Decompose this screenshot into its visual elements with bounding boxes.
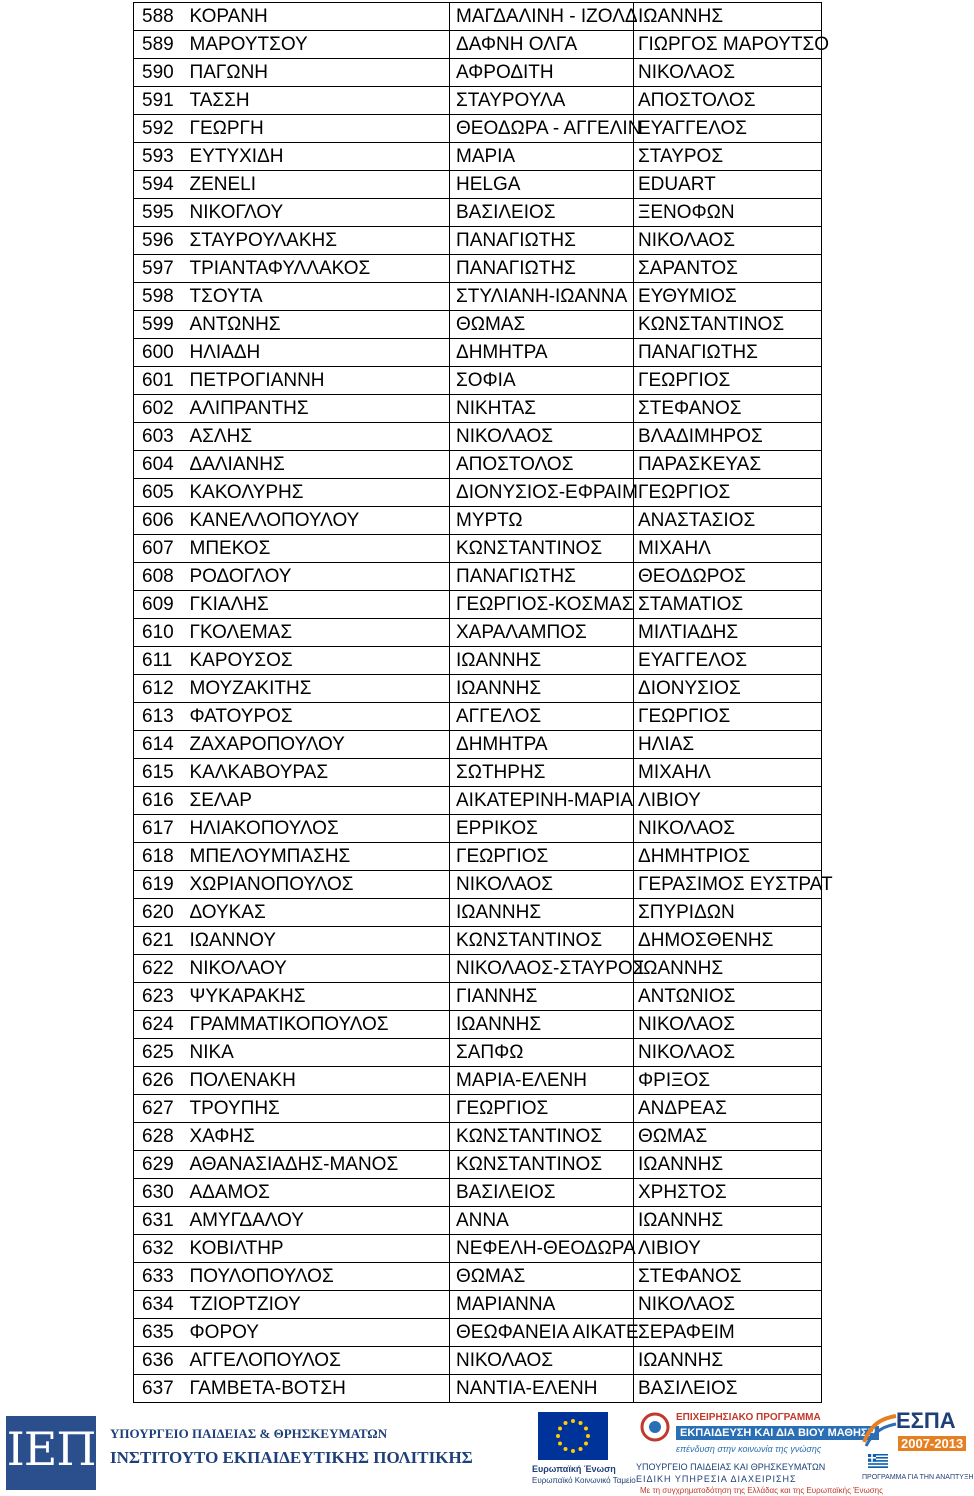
father-name-cell: ΝΙΚΟΛΑΟΣ	[634, 59, 822, 87]
father-name-cell: ΑΝΑΣΤΑΣΙΟΣ	[634, 507, 822, 535]
surname-cell: ΑΘΑΝΑΣΙΑΔΗΣ-ΜΑΝΟΣ	[184, 1151, 450, 1179]
father-name-cell: ΜΙΛΤΙΑΔΗΣ	[634, 619, 822, 647]
program-title: ΕΠΙΧΕΙΡΗΣΙΑΚΟ ΠΡΟΓΡΑΜΜΑ	[676, 1412, 821, 1423]
table-row	[134, 899, 822, 927]
espa-years: 2007-2013	[898, 1436, 966, 1451]
surname-cell: ΤΡΟΥΠΗΣ	[184, 1095, 450, 1123]
table-row	[134, 1207, 822, 1235]
program-logo-icon	[640, 1412, 670, 1442]
father-name-cell: ΝΙΚΟΛΑΟΣ	[634, 1291, 822, 1319]
surname-cell: ΨΥΚΑΡΑΚΗΣ	[184, 983, 450, 1011]
row-number: 612	[134, 675, 184, 703]
father-name-cell: ΓΕΩΡΓΙΟΣ	[634, 703, 822, 731]
table-row	[134, 283, 822, 311]
first-name-cell: ΓΙΑΝΝΗΣ	[450, 983, 634, 1011]
table-row	[134, 143, 822, 171]
father-name-cell: ΣΠΥΡΙΔΩΝ	[634, 899, 822, 927]
first-name-cell: ΑΙΚΑΤΕΡΙΝΗ-ΜΑΡΙΑ	[450, 787, 634, 815]
father-name-cell: ΝΙΚΟΛΑΟΣ	[634, 1039, 822, 1067]
father-name-cell: ΑΠΟΣΤΟΛΟΣ	[634, 87, 822, 115]
surname-cell: ΔΑΛΙΑΝΗΣ	[184, 451, 450, 479]
surname-cell: ΠΟΛΕΝΑΚΗ	[184, 1067, 450, 1095]
surname-cell: ΚΑΝΕΛΛΟΠΟΥΛΟΥ	[184, 507, 450, 535]
table-row	[134, 1095, 822, 1123]
first-name-cell: ΜΥΡΤΩ	[450, 507, 634, 535]
first-name-cell: ΣΤΑΥΡΟΥΛΑ	[450, 87, 634, 115]
father-name-cell: ΞΕΝΟΦΩΝ	[634, 199, 822, 227]
surname-cell: ΑΛΙΠΡΑΝΤΗΣ	[184, 395, 450, 423]
first-name-cell: ΝΙΚΟΛΑΟΣ	[450, 871, 634, 899]
first-name-cell: ΝΙΚΟΛΑΟΣ-ΣΤΑΥΡΟΣ	[450, 955, 634, 983]
row-number: 599	[134, 311, 184, 339]
father-name-cell: ΓΕΡΑΣΙΜΟΣ ΕΥΣΤΡΑΤ	[634, 871, 822, 899]
father-name-cell: ΜΙΧΑΗΛ	[634, 759, 822, 787]
surname-cell: ΤΡΙΑΝΤΑΦΥΛΛΑΚΟΣ	[184, 255, 450, 283]
first-name-cell: ΜΑΓΔΑΛΙΝΗ - ΙΖΟΛΔ	[450, 3, 634, 31]
surname-cell: ΙΩΑΝΝΟΥ	[184, 927, 450, 955]
table-row	[134, 703, 822, 731]
table-row	[134, 31, 822, 59]
row-number: 625	[134, 1039, 184, 1067]
surname-cell: ΚΑΡΟΥΣΟΣ	[184, 647, 450, 675]
father-name-cell: ΙΩΑΝΝΗΣ	[634, 1151, 822, 1179]
row-number: 624	[134, 1011, 184, 1039]
father-name-cell: ΒΛΑΔΙΜΗΡΟΣ	[634, 423, 822, 451]
iep-logo	[6, 1416, 96, 1490]
father-name-cell: ΔΙΟΝΥΣΙΟΣ	[634, 675, 822, 703]
surname-cell: ΣΕΛΑΡ	[184, 787, 450, 815]
first-name-cell: ΓΕΩΡΓΙΟΣ	[450, 1095, 634, 1123]
father-name-cell: ΚΩΝΣΤΑΝΤΙΝΟΣ	[634, 311, 822, 339]
father-name-cell: ΣΕΡΑΦΕΙΜ	[634, 1319, 822, 1347]
row-number: 632	[134, 1235, 184, 1263]
father-name-cell: ΙΩΑΝΝΗΣ	[634, 1207, 822, 1235]
surname-cell: ΠΟΥΛΟΠΟΥΛΟΣ	[184, 1263, 450, 1291]
table-row	[134, 1319, 822, 1347]
father-name-cell: ΧΡΗΣΤΟΣ	[634, 1179, 822, 1207]
table-row	[134, 395, 822, 423]
row-number: 596	[134, 227, 184, 255]
first-name-cell: ΝΙΚΗΤΑΣ	[450, 395, 634, 423]
table-row	[134, 339, 822, 367]
surname-cell: ΚΟΒΙΛΤΗΡ	[184, 1235, 450, 1263]
surname-cell: ΑΓΓΕΛΟΠΟΥΛΟΣ	[184, 1347, 450, 1375]
table-row	[134, 1235, 822, 1263]
first-name-cell: ΒΑΣΙΛΕΙΟΣ	[450, 199, 634, 227]
surname-cell: ΠΕΤΡΟΓΙΑΝΝΗ	[184, 367, 450, 395]
father-name-cell: ΙΩΑΝΝΗΣ	[634, 3, 822, 31]
iep-institute-text: ΙΝΣΤΙΤΟΥΤΟ ΕΚΠΑΙΔΕΥΤΙΚΗΣ ΠΟΛΙΤΙΚΗΣ	[110, 1448, 473, 1467]
surname-cell: ΡΟΔΟΓΛΟΥ	[184, 563, 450, 591]
surname-cell: ΚΑΛΚΑΒΟΥΡΑΣ	[184, 759, 450, 787]
surname-cell: ΤΑΣΣΗ	[184, 87, 450, 115]
first-name-cell: ΜΑΡΙΑΝΝΑ	[450, 1291, 634, 1319]
iep-ministry-text: ΥΠΟΥΡΓΕΙΟ ΠΑΙΔΕΙΑΣ & ΘΡΗΣΚΕΥΜΑΤΩΝ	[110, 1426, 388, 1441]
surname-cell: ΓΑΜΒΕΤΑ-ΒΟΤΣΗ	[184, 1375, 450, 1403]
first-name-cell: ΜΑΡΙΑ	[450, 143, 634, 171]
row-number: 610	[134, 619, 184, 647]
father-name-cell: ΛΙΒΙΟΥ	[634, 787, 822, 815]
row-number: 627	[134, 1095, 184, 1123]
row-number: 616	[134, 787, 184, 815]
first-name-cell: ΚΩΝΣΤΑΝΤΙΝΟΣ	[450, 1123, 634, 1151]
espa-subtitle: ΠΡΟΓΡΑΜΜΑ ΓΙΑ ΤΗΝ ΑΝΑΠΤΥΞΗ	[862, 1474, 974, 1481]
program-name: ΕΚΠΑΙΔΕΥΣΗ ΚΑΙ ΔΙΑ ΒΙΟΥ ΜΑΘΗΣΗ	[676, 1426, 879, 1440]
registry-table	[133, 2, 833, 1403]
table-row	[134, 1151, 822, 1179]
table-row	[134, 871, 822, 899]
eu-fund-text: Ευρωπαϊκό Κοινωνικό Ταμείο	[532, 1476, 636, 1485]
first-name-cell: ΘΕΟΔΩΡΑ - ΑΓΓΕΛΙΝ	[450, 115, 634, 143]
table-row	[134, 1375, 822, 1403]
first-name-cell: ΕΡΡΙΚΟΣ	[450, 815, 634, 843]
first-name-cell: ΝΙΚΟΛΑΟΣ	[450, 423, 634, 451]
surname-cell: ΓΚΟΛΕΜΑΣ	[184, 619, 450, 647]
eu-flag-icon	[538, 1412, 608, 1460]
row-number: 590	[134, 59, 184, 87]
table-row	[134, 255, 822, 283]
surname-cell: ΝΙΚΟΓΛΟΥ	[184, 199, 450, 227]
surname-cell: ΑΔΑΜΟΣ	[184, 1179, 450, 1207]
row-number: 620	[134, 899, 184, 927]
row-number: 606	[134, 507, 184, 535]
table-row	[134, 1347, 822, 1375]
first-name-cell: ΓΕΩΡΓΙΟΣ-ΚΟΣΜΑΣ	[450, 591, 634, 619]
first-name-cell: ΣΟΦΙΑ	[450, 367, 634, 395]
table-row	[134, 115, 822, 143]
surname-cell: ΓΡΑΜΜΑΤΙΚΟΠΟΥΛΟΣ	[184, 1011, 450, 1039]
first-name-cell: ΔΑΦΝΗ ΟΛΓΑ	[450, 31, 634, 59]
row-number: 597	[134, 255, 184, 283]
espa-logo-icon	[862, 1412, 898, 1448]
row-number: 613	[134, 703, 184, 731]
row-number: 608	[134, 563, 184, 591]
first-name-cell: ΝΕΦΕΛΗ-ΘΕΟΔΩΡΑ	[450, 1235, 634, 1263]
first-name-cell: ΓΕΩΡΓΙΟΣ	[450, 843, 634, 871]
row-number: 626	[134, 1067, 184, 1095]
first-name-cell: ΘΩΜΑΣ	[450, 311, 634, 339]
first-name-cell: ΑΦΡΟΔΙΤΗ	[450, 59, 634, 87]
row-number: 607	[134, 535, 184, 563]
first-name-cell: ΠΑΝΑΓΙΩΤΗΣ	[450, 227, 634, 255]
surname-cell: ΗΛΙΑΔΗ	[184, 339, 450, 367]
row-number: 614	[134, 731, 184, 759]
father-name-cell: ΣΤΑΥΡΟΣ	[634, 143, 822, 171]
father-name-cell: ΕΥΘΥΜΙΟΣ	[634, 283, 822, 311]
first-name-cell: HELGA	[450, 171, 634, 199]
row-number: 617	[134, 815, 184, 843]
row-number: 594	[134, 171, 184, 199]
surname-cell: ΓΚΙΑΛΗΣ	[184, 591, 450, 619]
first-name-cell: ΙΩΑΝΝΗΣ	[450, 647, 634, 675]
father-name-cell: ΝΙΚΟΛΑΟΣ	[634, 815, 822, 843]
father-name-cell: ΑΝΤΩΝΙΟΣ	[634, 983, 822, 1011]
first-name-cell: ΧΑΡΑΛΑΜΠΟΣ	[450, 619, 634, 647]
row-number: 600	[134, 339, 184, 367]
row-number: 615	[134, 759, 184, 787]
father-name-cell: ΒΑΣΙΛΕΙΟΣ	[634, 1375, 822, 1403]
surname-cell: ΑΣΛΗΣ	[184, 423, 450, 451]
row-number: 619	[134, 871, 184, 899]
row-number: 602	[134, 395, 184, 423]
surname-cell: ΓΕΩΡΓΗ	[184, 115, 450, 143]
father-name-cell: ΙΩΑΝΝΗΣ	[634, 955, 822, 983]
first-name-cell: ΑΝΝΑ	[450, 1207, 634, 1235]
first-name-cell: ΠΑΝΑΓΙΩΤΗΣ	[450, 255, 634, 283]
table-row	[134, 843, 822, 871]
table-row	[134, 311, 822, 339]
table-row	[134, 87, 822, 115]
row-number: 588	[134, 3, 184, 31]
surname-cell: ΗΛΙΑΚΟΠΟΥΛΟΣ	[184, 815, 450, 843]
row-number: 635	[134, 1319, 184, 1347]
surname-cell: ΑΜΥΓΔΑΛΟΥ	[184, 1207, 450, 1235]
father-name-cell: ΕΥΑΓΓΕΛΟΣ	[634, 647, 822, 675]
row-number: 601	[134, 367, 184, 395]
first-name-cell: ΙΩΑΝΝΗΣ	[450, 1011, 634, 1039]
table-row	[134, 591, 822, 619]
father-name-cell: ΘΩΜΑΣ	[634, 1123, 822, 1151]
surname-cell: ΤΣΟΥΤΑ	[184, 283, 450, 311]
first-name-cell: ΙΩΑΝΝΗΣ	[450, 675, 634, 703]
first-name-cell: ΔΗΜΗΤΡΑ	[450, 339, 634, 367]
table-row	[134, 759, 822, 787]
first-name-cell: ΙΩΑΝΝΗΣ	[450, 899, 634, 927]
surname-cell: ΤΖΙΟΡΤΖΙΟΥ	[184, 1291, 450, 1319]
row-number: 637	[134, 1375, 184, 1403]
row-number: 609	[134, 591, 184, 619]
table-row	[134, 3, 822, 31]
row-number: 621	[134, 927, 184, 955]
table-row	[134, 535, 822, 563]
surname-cell: ZENELI	[184, 171, 450, 199]
first-name-cell: ΑΠΟΣΤΟΛΟΣ	[450, 451, 634, 479]
table-row	[134, 815, 822, 843]
espa-title: ΕΣΠΑ	[896, 1408, 956, 1433]
row-number: 598	[134, 283, 184, 311]
table-row	[134, 59, 822, 87]
table-row	[134, 423, 822, 451]
row-number: 623	[134, 983, 184, 1011]
father-name-cell: ΓΙΩΡΓΟΣ ΜΑΡΟΥΤΣΟ	[634, 31, 822, 59]
row-number: 636	[134, 1347, 184, 1375]
row-number: 633	[134, 1263, 184, 1291]
father-name-cell: ΣΤΕΦΑΝΟΣ	[634, 395, 822, 423]
surname-cell: ΑΝΤΩΝΗΣ	[184, 311, 450, 339]
father-name-cell: ΘΕΟΔΩΡΟΣ	[634, 563, 822, 591]
cofinance-text: Με τη συγχρηματοδότηση της Ελλάδας και της Ευρωπαϊκής Ένωσης	[640, 1486, 883, 1495]
surname-cell: ΜΑΡΟΥΤΣΟΥ	[184, 31, 450, 59]
first-name-cell: ΔΙΟΝΥΣΙΟΣ-ΕΦΡΑΙΜ	[450, 479, 634, 507]
surname-cell: ΖΑΧΑΡΟΠΟΥΛΟΥ	[184, 731, 450, 759]
row-number: 589	[134, 31, 184, 59]
row-number: 603	[134, 423, 184, 451]
row-number: 592	[134, 115, 184, 143]
table-row	[134, 1179, 822, 1207]
iep-logo-letters: ΙΕΠ	[6, 1422, 96, 1476]
surname-cell: ΚΑΚΟΛΥΡΗΣ	[184, 479, 450, 507]
first-name-cell: ΠΑΝΑΓΙΩΤΗΣ	[450, 563, 634, 591]
first-name-cell: ΣΩΤΗΡΗΣ	[450, 759, 634, 787]
row-number: 622	[134, 955, 184, 983]
program-authority: ΕΙΔΙΚΗ ΥΠΗΡΕΣΙΑ ΔΙΑΧΕΙΡΙΣΗΣ	[636, 1474, 797, 1484]
row-number: 618	[134, 843, 184, 871]
footer-logos	[0, 1404, 974, 1496]
surname-cell: ΣΤΑΥΡΟΥΛΑΚΗΣ	[184, 227, 450, 255]
father-name-cell: ΦΡΙΞΟΣ	[634, 1067, 822, 1095]
first-name-cell: ΣΑΠΦΩ	[450, 1039, 634, 1067]
table-row	[134, 1039, 822, 1067]
father-name-cell: ΙΩΑΝΝΗΣ	[634, 1347, 822, 1375]
row-number: 604	[134, 451, 184, 479]
father-name-cell: ΣΤΕΦΑΝΟΣ	[634, 1263, 822, 1291]
first-name-cell: ΝΙΚΟΛΑΟΣ	[450, 1347, 634, 1375]
surname-cell: ΜΠΕΚΟΣ	[184, 535, 450, 563]
greek-flag-icon	[868, 1454, 888, 1468]
father-name-cell: ΔΗΜΟΣΘΕΝΗΣ	[634, 927, 822, 955]
surname-cell: ΧΑΦΗΣ	[184, 1123, 450, 1151]
row-number: 630	[134, 1179, 184, 1207]
table-row	[134, 367, 822, 395]
table-row	[134, 171, 822, 199]
father-name-cell: EDUART	[634, 171, 822, 199]
row-number: 605	[134, 479, 184, 507]
surname-cell: ΕΥΤΥΧΙΔΗ	[184, 143, 450, 171]
table-row	[134, 619, 822, 647]
first-name-cell: ΚΩΝΣΤΑΝΤΙΝΟΣ	[450, 535, 634, 563]
surname-cell: ΝΙΚΑ	[184, 1039, 450, 1067]
row-number: 631	[134, 1207, 184, 1235]
father-name-cell: ΝΙΚΟΛΑΟΣ	[634, 1011, 822, 1039]
row-number: 591	[134, 87, 184, 115]
table-row	[134, 675, 822, 703]
father-name-cell: ΑΝΔΡΕΑΣ	[634, 1095, 822, 1123]
first-name-cell: ΣΤΥΛΙΑΝΗ-ΙΩΑΝΝΑ	[450, 283, 634, 311]
father-name-cell: ΓΕΩΡΓΙΟΣ	[634, 479, 822, 507]
father-name-cell: ΣΑΡΑΝΤΟΣ	[634, 255, 822, 283]
father-name-cell: ΓΕΩΡΓΙΟΣ	[634, 367, 822, 395]
table-row	[134, 451, 822, 479]
first-name-cell: ΝΑΝΤΙΑ-ΕΛΕΝΗ	[450, 1375, 634, 1403]
father-name-cell: ΛΙΒΙΟΥ	[634, 1235, 822, 1263]
first-name-cell: ΚΩΝΣΤΑΝΤΙΝΟΣ	[450, 1151, 634, 1179]
row-number: 629	[134, 1151, 184, 1179]
father-name-cell: ΣΤΑΜΑΤΙΟΣ	[634, 591, 822, 619]
first-name-cell: ΚΩΝΣΤΑΝΤΙΝΟΣ	[450, 927, 634, 955]
program-ministry: ΥΠΟΥΡΓΕΙΟ ΠΑΙΔΕΙΑΣ ΚΑΙ ΘΡΗΣΚΕΥΜΑΤΩΝ	[636, 1462, 826, 1472]
table-row	[134, 1067, 822, 1095]
table-row	[134, 1263, 822, 1291]
surname-cell: ΔΟΥΚΑΣ	[184, 899, 450, 927]
row-number: 595	[134, 199, 184, 227]
first-name-cell: ΘΕΩΦΑΝΕΙΑ ΑΙΚΑΤΕ	[450, 1319, 634, 1347]
row-number: 593	[134, 143, 184, 171]
table-row	[134, 563, 822, 591]
surname-cell: ΦΑΤΟΥΡΟΣ	[184, 703, 450, 731]
table-row	[134, 1011, 822, 1039]
surname-cell: ΚΟΡΑΝΗ	[184, 3, 450, 31]
table-row	[134, 1123, 822, 1151]
table-row	[134, 787, 822, 815]
surname-cell: ΠΑΓΩΝΗ	[184, 59, 450, 87]
father-name-cell: ΕΥΑΓΓΕΛΟΣ	[634, 115, 822, 143]
surname-cell: ΝΙΚΟΛΑΟΥ	[184, 955, 450, 983]
table-row	[134, 1291, 822, 1319]
first-name-cell: ΘΩΜΑΣ	[450, 1263, 634, 1291]
table-row	[134, 983, 822, 1011]
father-name-cell: ΠΑΡΑΣΚΕΥΑΣ	[634, 451, 822, 479]
surname-cell: ΜΟΥΖΑΚΙΤΗΣ	[184, 675, 450, 703]
father-name-cell: ΔΗΜΗΤΡΙΟΣ	[634, 843, 822, 871]
eu-union-text: Ευρωπαϊκή Ένωση	[532, 1464, 616, 1474]
father-name-cell: ΠΑΝΑΓΙΩΤΗΣ	[634, 339, 822, 367]
surname-cell: ΦΟΡΟΥ	[184, 1319, 450, 1347]
surname-cell: ΧΩΡΙΑΝΟΠΟΥΛΟΣ	[184, 871, 450, 899]
first-name-cell: ΒΑΣΙΛΕΙΟΣ	[450, 1179, 634, 1207]
first-name-cell: ΑΓΓΕΛΟΣ	[450, 703, 634, 731]
registry-rows	[134, 3, 833, 1403]
first-name-cell: ΔΗΜΗΤΡΑ	[450, 731, 634, 759]
program-slogan: επένδυση στην κοινωνία της γνώσης	[676, 1444, 822, 1454]
table-row	[134, 507, 822, 535]
row-number: 628	[134, 1123, 184, 1151]
table-row	[134, 647, 822, 675]
table-row	[134, 927, 822, 955]
surname-cell: ΜΠΕΛΟΥΜΠΑΣΗΣ	[184, 843, 450, 871]
father-name-cell: ΜΙΧΑΗΛ	[634, 535, 822, 563]
table-row	[134, 955, 822, 983]
row-number: 611	[134, 647, 184, 675]
first-name-cell: ΜΑΡΙΑ-ΕΛΕΝΗ	[450, 1067, 634, 1095]
row-number: 634	[134, 1291, 184, 1319]
table-row	[134, 479, 822, 507]
table-row	[134, 199, 822, 227]
table-row	[134, 227, 822, 255]
father-name-cell: ΝΙΚΟΛΑΟΣ	[634, 227, 822, 255]
father-name-cell: ΗΛΙΑΣ	[634, 731, 822, 759]
table-row	[134, 731, 822, 759]
